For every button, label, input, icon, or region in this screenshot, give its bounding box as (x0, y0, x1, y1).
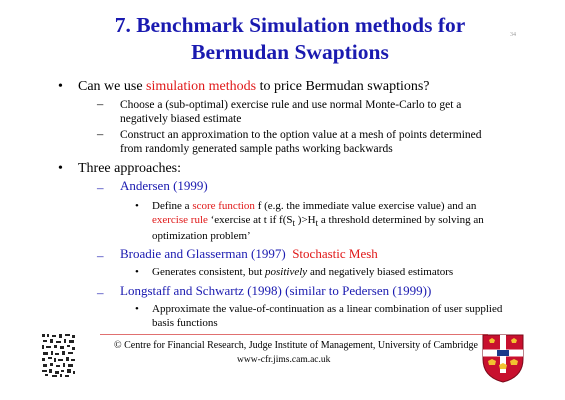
bullet-dot: • (58, 161, 63, 176)
bullet-1-sub-2: Construct an approximation to the option value at a mesh of points determined from randomly generated sample paths working backwards (120, 129, 482, 155)
broadie-item: Broadie and Glasserman (1997) Stochastic Mesh (120, 246, 378, 261)
slide-number: 34 (510, 32, 516, 38)
andersen-item: Andersen (1999) (120, 178, 208, 193)
longstaff-item: Longstaff and Schwartz (1998) (similar to Pedersen (1999)) (120, 283, 432, 298)
bullet-dot: • (58, 79, 63, 94)
footer-copyright: © Centre for Financial Research, Judge Institute of Management, University of Cambridge (114, 340, 478, 351)
andersen-detail: Define a score function f (e.g. the immediate value exercise value) and an exercise rule ‘exercise at t if $f(S_t$ )$>H_t$ a threshold determined by solving an optimization problem’ (152, 200, 484, 243)
sub-bullet-dot: • (135, 200, 139, 212)
sub-dash: – (97, 180, 104, 195)
university-crest-icon (481, 333, 525, 383)
title-line-2: Bermudan Swaptions (191, 40, 389, 64)
bullet-1: Can we use simulation methods to price Bermudan swaptions? (78, 79, 430, 94)
qr-code-icon (40, 332, 78, 378)
sub-dash: – (97, 127, 104, 141)
sub-bullet-dot: • (135, 303, 139, 315)
sub-bullet-dot: • (135, 266, 139, 278)
sub-dash: – (97, 285, 104, 300)
broadie-detail: Generates consistent, but positively and negatively biased estimators (152, 266, 454, 278)
title-line-1: 7. Benchmark Simulation methods for (114, 13, 466, 37)
footer-url[interactable]: www-cfr.jims.cam.ac.uk (237, 355, 331, 365)
sub-dash: – (97, 248, 104, 263)
longstaff-detail: Approximate the value-of-continuation as a linear combination of user supplied basis functions (152, 303, 503, 329)
slide-title (40, 12, 540, 66)
footer-divider (100, 334, 488, 335)
sub-dash: – (97, 97, 104, 111)
bullet-2: Three approaches: (78, 161, 181, 176)
bullet-1-sub-1: Choose a (sub-optimal) exercise rule and use normal Monte-Carlo to get a negatively biased estimate (120, 99, 462, 125)
